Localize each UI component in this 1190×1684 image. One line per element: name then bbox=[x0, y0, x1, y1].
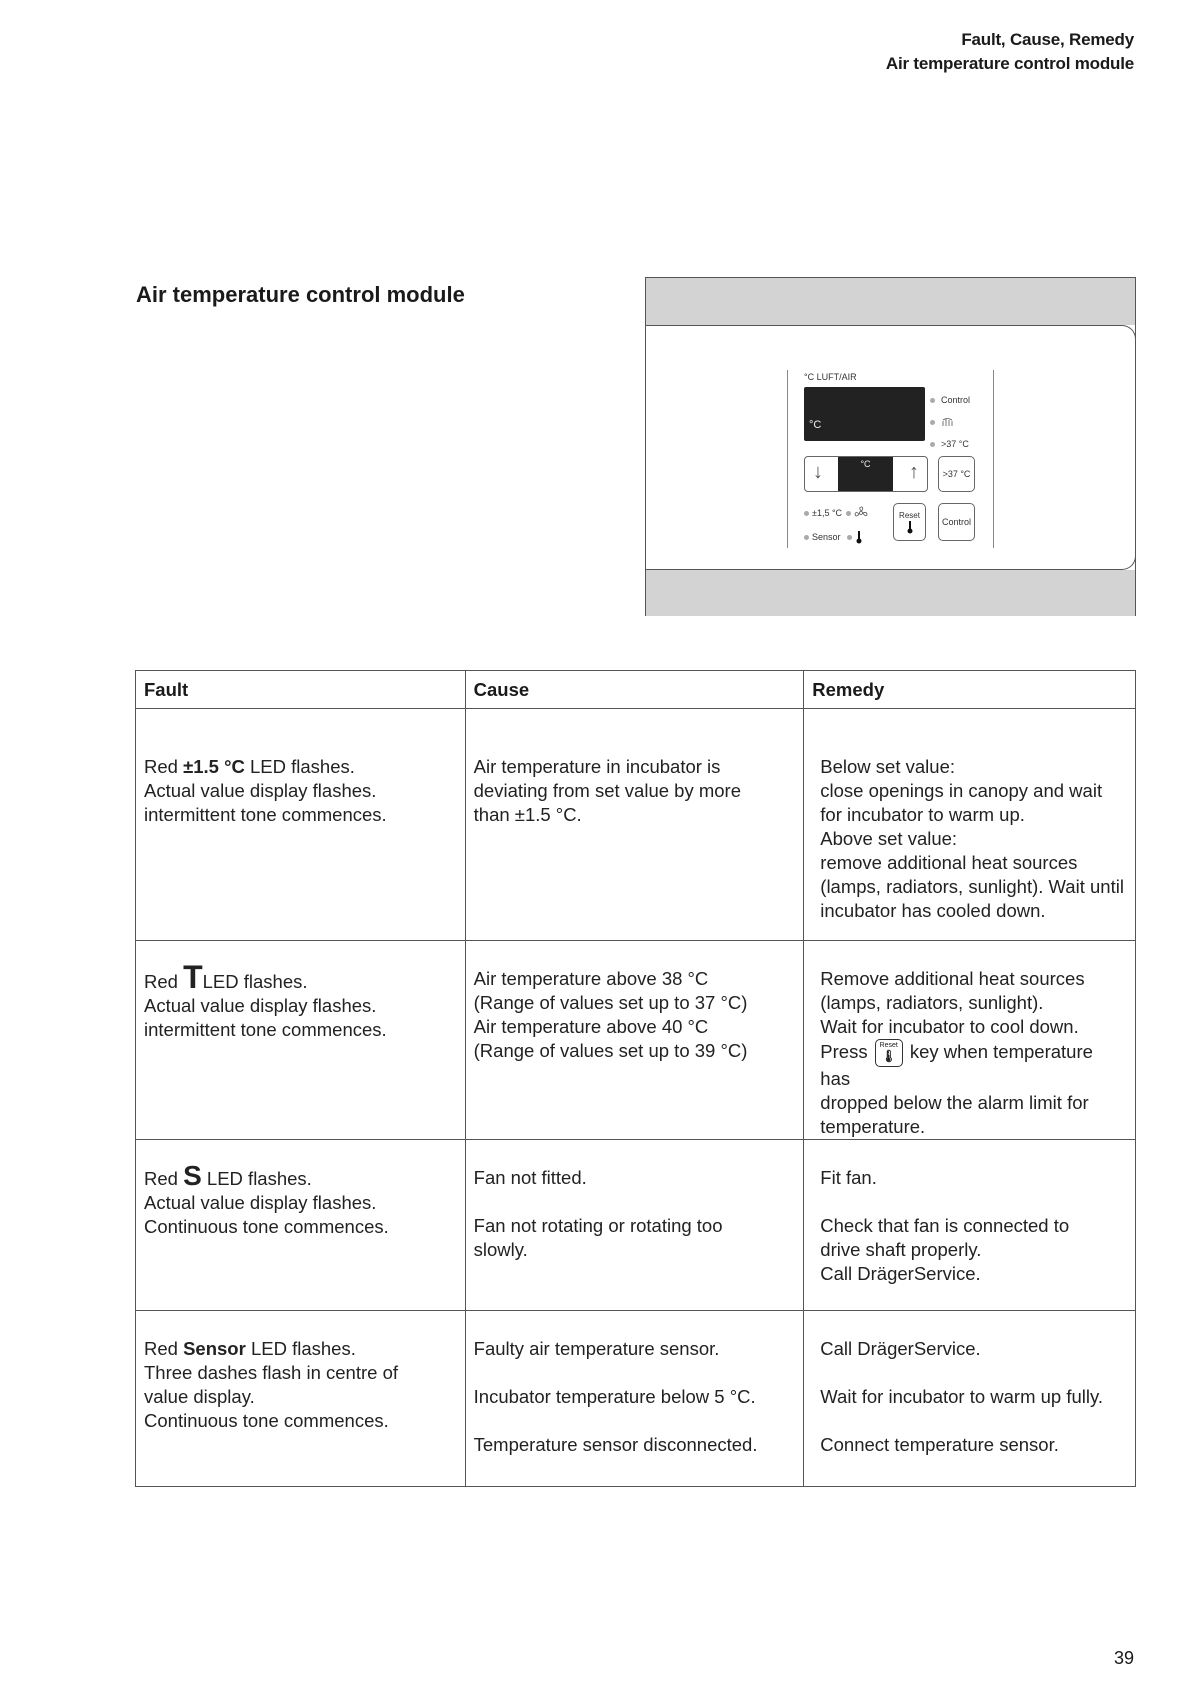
led-dot bbox=[804, 535, 809, 540]
setpoint-display: °C bbox=[838, 457, 893, 491]
fault-line: Actual value display flashes. bbox=[144, 995, 377, 1016]
sensor-alarm-symbol: S bbox=[183, 1160, 202, 1191]
page-number: 39 bbox=[1113, 1648, 1134, 1668]
cause-line: than ±1.5 °C. bbox=[473, 804, 582, 825]
led-sensor: Sensor bbox=[804, 530, 863, 544]
led-dot bbox=[804, 511, 809, 516]
fault-line: Red S LED flashes. bbox=[144, 1160, 312, 1191]
fault-line: intermittent tone commences. bbox=[144, 1019, 387, 1040]
thermometer-icon bbox=[906, 520, 914, 534]
led-dot bbox=[930, 398, 935, 403]
control-button[interactable]: Control bbox=[938, 503, 975, 541]
cause-line: Fan not fitted. bbox=[473, 1167, 587, 1188]
cause-line: Air temperature in incubator is bbox=[473, 756, 721, 777]
fault-line: Actual value display flashes. bbox=[144, 1192, 377, 1213]
remedy-cell bbox=[804, 709, 1136, 941]
remedy-line: drive shaft properly. bbox=[820, 1239, 982, 1260]
fault-cell bbox=[136, 709, 466, 941]
status-leds bbox=[930, 389, 970, 455]
remedy-line: Call DrägerService. bbox=[820, 1338, 981, 1359]
actual-value-display bbox=[804, 387, 925, 441]
led-above-37: >37 °C bbox=[930, 433, 970, 455]
cause-line: (Range of values set up to 39 °C) bbox=[473, 1040, 748, 1061]
fault-line: Red ±1.5 °C LED flashes. bbox=[144, 756, 355, 777]
fault-cell bbox=[136, 1311, 466, 1487]
table-row bbox=[136, 1140, 1136, 1311]
remedy-line: Above set value: bbox=[820, 828, 958, 849]
header-remedy: Remedy bbox=[804, 671, 1136, 709]
figure-top-band bbox=[646, 278, 1135, 325]
air-temperature-module bbox=[787, 370, 994, 548]
led-tolerance: ±1,5 °C bbox=[804, 506, 868, 520]
up-arrow-button[interactable]: ↑ bbox=[909, 461, 919, 483]
header-line-2: Air temperature control module bbox=[885, 54, 1134, 73]
cause-line: Incubator temperature below 5 °C. bbox=[473, 1386, 756, 1407]
reset-key-icon: Reset 🌡︎ bbox=[875, 1039, 903, 1067]
remedy-line: Below set value: bbox=[820, 756, 955, 777]
remedy-line: remove additional heat sources bbox=[820, 852, 1078, 873]
header-cause: Cause bbox=[465, 671, 804, 709]
above-37-button[interactable]: >37 °C bbox=[938, 456, 975, 492]
header-fault: Fault bbox=[136, 671, 466, 709]
cause-cell bbox=[465, 1311, 804, 1487]
remedy-line: Wait for incubator to cool down. bbox=[820, 1016, 1079, 1037]
led-dot bbox=[846, 511, 851, 516]
remedy-cell bbox=[804, 941, 1136, 1140]
remedy-line: Connect temperature sensor. bbox=[820, 1434, 1059, 1455]
led-control: Control bbox=[930, 389, 970, 411]
figure-bottom-band bbox=[646, 570, 1135, 616]
temperature-alarm-symbol: T bbox=[183, 959, 203, 995]
remedy-line: for incubator to warm up. bbox=[820, 804, 1025, 825]
remedy-line: Press Reset 🌡︎ key when temperature has bbox=[820, 1040, 1093, 1089]
down-arrow-button[interactable]: ↓ bbox=[813, 461, 823, 483]
remedy-line: (lamps, radiators, sunlight). bbox=[820, 992, 1044, 1013]
cause-line: Temperature sensor disconnected. bbox=[473, 1434, 758, 1455]
cause-cell bbox=[465, 709, 804, 941]
fault-table bbox=[135, 670, 1136, 1487]
led-heater bbox=[930, 411, 970, 433]
remedy-line: incubator has cooled down. bbox=[820, 900, 1046, 921]
table-row bbox=[136, 709, 1136, 941]
remedy-line: (lamps, radiators, sunlight). Wait until bbox=[820, 876, 1124, 897]
cause-line: slowly. bbox=[473, 1239, 528, 1260]
figure-panel bbox=[646, 325, 1136, 570]
thermometer-icon bbox=[855, 530, 863, 544]
fault-line: value display. bbox=[144, 1386, 255, 1407]
remedy-line: Call DrägerService. bbox=[820, 1263, 981, 1284]
display-unit: °C bbox=[809, 419, 822, 431]
cause-line: Air temperature above 40 °C bbox=[473, 1016, 709, 1037]
fault-cell bbox=[136, 941, 466, 1140]
cause-line: (Range of values set up to 37 °C) bbox=[473, 992, 748, 1013]
fan-icon bbox=[854, 506, 868, 520]
table-row bbox=[136, 941, 1136, 1140]
fault-line: Continuous tone commences. bbox=[144, 1216, 389, 1237]
remedy-line: temperature. bbox=[820, 1116, 926, 1137]
remedy-cell bbox=[804, 1311, 1136, 1487]
fault-line: intermittent tone commences. bbox=[144, 804, 387, 825]
remedy-line: Fit fan. bbox=[820, 1167, 877, 1188]
cause-line: Faulty air temperature sensor. bbox=[473, 1338, 720, 1359]
remedy-line: close openings in canopy and wait bbox=[820, 780, 1103, 801]
cause-line: deviating from set value by more bbox=[473, 780, 741, 801]
remedy-line: Check that fan is connected to bbox=[820, 1215, 1070, 1236]
led-dot bbox=[930, 420, 935, 425]
cause-line: Fan not rotating or rotating too bbox=[473, 1215, 723, 1236]
fault-line: Actual value display flashes. bbox=[144, 780, 377, 801]
header-line-1: Fault, Cause, Remedy bbox=[961, 30, 1134, 49]
remedy-line: Wait for incubator to warm up fully. bbox=[820, 1386, 1104, 1407]
led-dot bbox=[930, 442, 935, 447]
heater-icon bbox=[941, 417, 955, 427]
fault-line: Red TLED flashes. bbox=[144, 959, 308, 995]
section-title: Air temperature control module bbox=[136, 282, 465, 307]
cause-cell bbox=[465, 1140, 804, 1311]
fault-line: Continuous tone commences. bbox=[144, 1410, 389, 1431]
cause-line: Air temperature above 38 °C bbox=[473, 968, 709, 989]
remedy-line: Remove additional heat sources bbox=[820, 968, 1085, 989]
cause-cell bbox=[465, 941, 804, 1140]
control-module-figure bbox=[645, 277, 1136, 616]
fault-line: Red Sensor LED flashes. bbox=[144, 1338, 356, 1359]
table-header-row bbox=[136, 671, 1136, 709]
led-dot bbox=[847, 535, 852, 540]
fault-line: Three dashes flash in centre of bbox=[144, 1362, 399, 1383]
setpoint-control bbox=[804, 456, 928, 492]
table-row bbox=[136, 1311, 1136, 1487]
reset-button[interactable]: Reset bbox=[893, 503, 926, 541]
module-title: °C LUFT/AIR bbox=[804, 372, 857, 382]
page-header bbox=[886, 28, 1134, 76]
remedy-cell bbox=[804, 1140, 1136, 1311]
fault-cell bbox=[136, 1140, 466, 1311]
remedy-line: dropped below the alarm limit for bbox=[820, 1092, 1089, 1113]
